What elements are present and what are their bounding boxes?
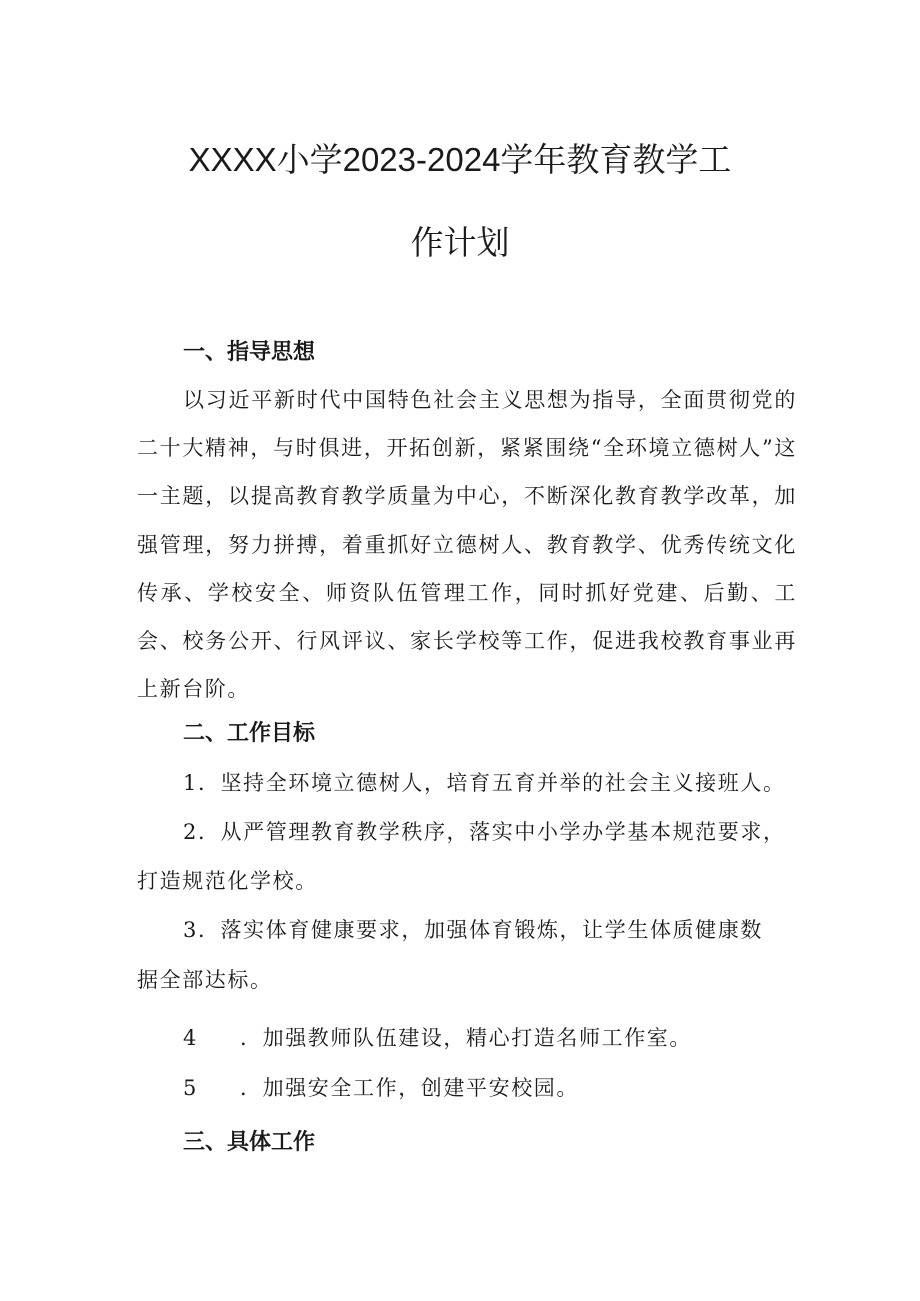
goal-item-4-number: 4 [183, 1026, 197, 1050]
goal-item-1: 1．坚持全环境立德树人，培育五育并举的社会主义接班人。 [183, 771, 786, 795]
document-title-line-2: 作计划 [410, 224, 510, 261]
section-heading-guiding-ideology: 一、指导思想 [183, 339, 316, 364]
document-title-line-1: XXXX小学2023-2024学年教育教学工 [188, 141, 732, 178]
goal-item-5-text: ．加强安全工作，创建平安校园。 [240, 1076, 579, 1100]
goal-item-3-line-1: 3．落实体育健康要求，加强体育锻炼，让学生体质健康数 [183, 918, 763, 942]
goal-item-5-number: 5 [183, 1076, 197, 1100]
goal-item-2-line-2: 打造规范化学校。 [137, 869, 318, 893]
goal-item-2-line-1: 2．从严管理教育教学秩序，落实中小学办学基本规范要求， [183, 820, 786, 844]
goal-item-4-text: ．加强教师队伍建设，精心打造名师工作室。 [240, 1026, 692, 1050]
guiding-ideology-paragraph: 以习近平新时代中国特色社会主义思想为指导，全面贯彻党的二十大精神，与时俱进，开拓创新，紧紧围绕“全环境立德树人”这一主题，以提高教育教学质量为中心，不断深化教育教学改革，加强管理，努力拼搏，着重抓好立德树人、教育教学、优秀传统文化传承、学校安全、师资队伍管理工作，同时抓好党建、后勤、工会、校务公开、行风评议、家长学校等工作，促进我校教育事业再上新台阶。 [137, 388, 797, 702]
section-heading-specific-work: 三、具体工作 [183, 1129, 316, 1154]
section-heading-work-goals: 二、工作目标 [183, 720, 316, 745]
goal-item-3-line-2: 据全部达标。 [137, 968, 273, 992]
